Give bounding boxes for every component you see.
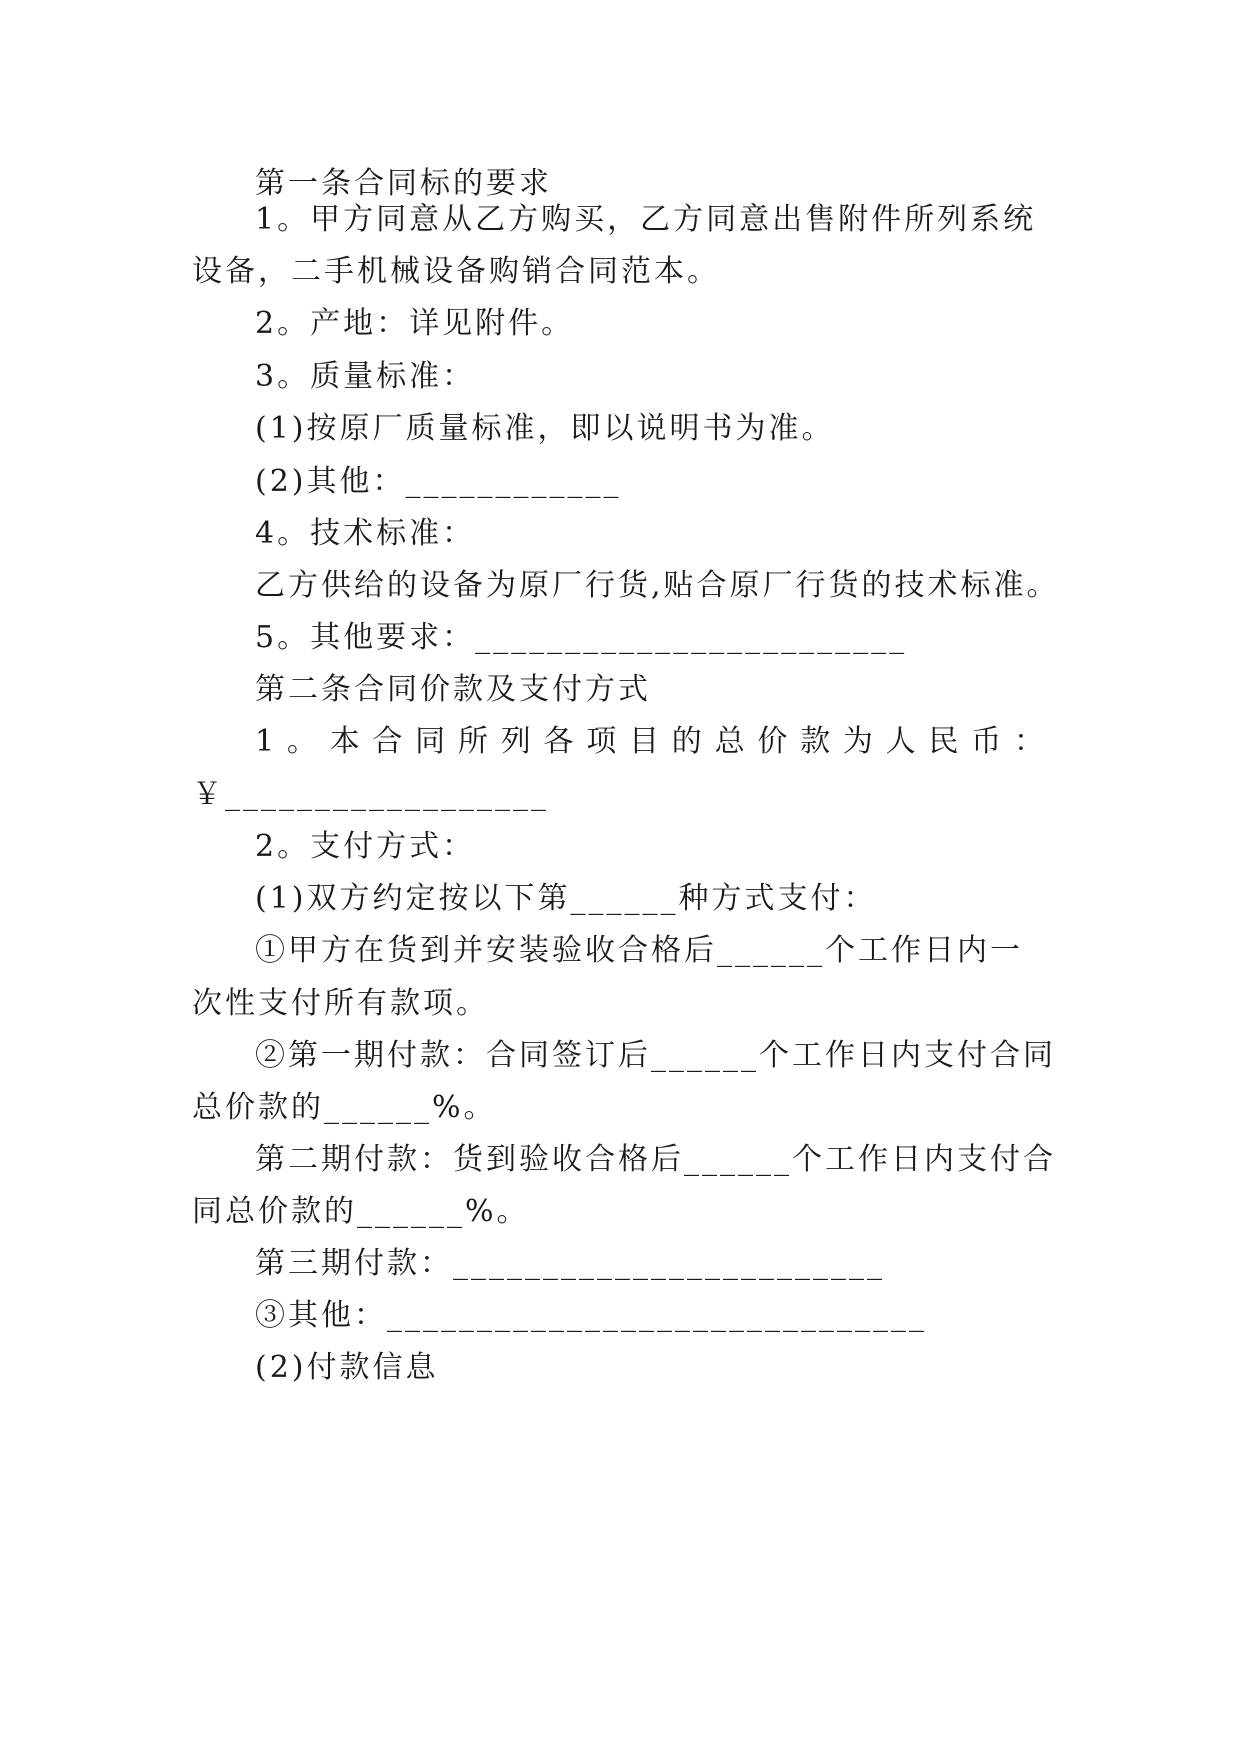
- paragraph-line: (2)其他：____________: [255, 464, 622, 499]
- paragraph-line: 乙方供给的设备为原厂行货,贴合原厂行货的技术标准。: [255, 568, 1060, 603]
- paragraph-line: ①甲方在货到并安装验收合格后______个工作日内一: [255, 933, 1023, 968]
- paragraph-line: 5。其他要求：________________________: [255, 620, 908, 655]
- paragraph-line: 4。技术标准：: [255, 516, 476, 551]
- paragraph-line: (1)双方约定按以下第______种方式支付：: [255, 881, 877, 916]
- paragraph-line: 2。产地：详见附件。: [255, 306, 575, 341]
- paragraph-line: 总价款的______%。: [192, 1090, 497, 1125]
- paragraph-line: 3。质量标准：: [255, 359, 476, 394]
- paragraph-line: (2)付款信息: [255, 1350, 439, 1385]
- paragraph-line: (1)按原厂质量标准，即以说明书为准。: [255, 411, 835, 446]
- paragraph-line: ￥__________________: [192, 777, 549, 812]
- paragraph-line: 1。甲方同意从乙方购买，乙方同意出售附件所列系统: [255, 202, 1037, 237]
- paragraph-line: 设备，二手机械设备购销合同范本。: [192, 254, 720, 289]
- article-2-heading: 第二条合同价款及支付方式: [255, 672, 651, 707]
- article-1-heading: 第一条合同标的要求: [255, 166, 552, 201]
- paragraph-line: 第二期付款：货到验收合格后______个工作日内支付合: [255, 1142, 1056, 1177]
- paragraph-line: ②第一期付款：合同签订后______个工作日内支付合同: [255, 1038, 1056, 1073]
- paragraph-line: 第三期付款：________________________: [255, 1246, 885, 1281]
- paragraph-line: ③其他：______________________________: [255, 1298, 927, 1333]
- paragraph-line: 2。支付方式：: [255, 829, 476, 864]
- paragraph-line: 次性支付所有款项。: [192, 986, 489, 1021]
- paragraph-line: 同总价款的______%。: [192, 1194, 530, 1229]
- paragraph-line: 1。本合同所列各项目的总价款为人民币：: [255, 724, 1050, 759]
